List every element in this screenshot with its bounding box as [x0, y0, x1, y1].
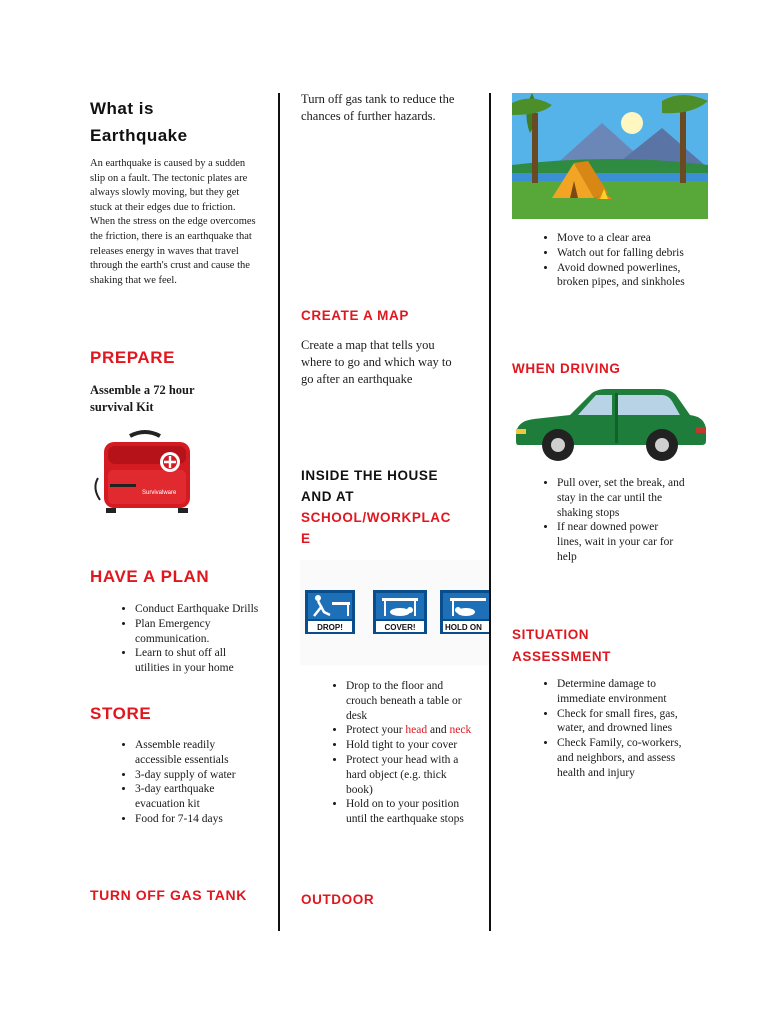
list-item: • Move to a clear area [557, 231, 685, 246]
cover-label: COVER! [384, 623, 416, 632]
list-item: • Conduct Earthquake Drills [135, 602, 263, 617]
list-item: • Pull over, set the break, and stay in the car until the shaking stops [557, 476, 685, 520]
list-item: • Check for small fires, gas, water, and drowned lines [557, 707, 685, 737]
car-image [512, 385, 708, 467]
list-item: • Assemble readily accessible essentials [135, 738, 263, 768]
list-item: • Protect your head and neck [346, 723, 472, 738]
camping-scene-image [512, 93, 708, 219]
gas-tank-text: Turn off gas tank to reduce the chances of further hazards. [301, 92, 455, 123]
list-item: • Drop to the floor and crouch beneath a table or desk [346, 679, 472, 723]
list-item: • 3-day supply of water [135, 768, 263, 783]
create-map-text: Create a map that tells you where to go and which way to go after an earthquake [301, 338, 452, 386]
outdoor-list [535, 231, 685, 290]
when-driving-heading: WHEN DRIVING [512, 361, 621, 376]
list-item: • Check Family, co-workers, and neighbors, and assess health and injury [557, 736, 685, 780]
drop-cover-hold-graphic [300, 560, 489, 665]
list-item: • Learn to shut off all utilities in your home [135, 646, 263, 676]
have-a-plan-heading: HAVE A PLAN [90, 567, 210, 586]
situation-assessment-heading: SITUATION ASSESSMENT [512, 627, 612, 664]
inside-house-heading: INSIDE THE HOUSE AND AT SCHOOL/WORKPLAC E [301, 468, 451, 546]
prepare-heading: PREPARE [90, 348, 176, 367]
list-item: • If near downed power lines, wait in your car for help [557, 520, 685, 564]
list-item: • Food for 7-14 days [135, 812, 263, 827]
list-item: • Watch out for falling debris [557, 246, 685, 261]
intro-paragraph: An earthquake is caused by a sudden slip on a fault. The tectonic plates are always slowly moving, but they get stuck at their edges due to friction. When the stress on the edge overcomes the friction, there is an earthquake that releases energy in waves that travel through the earth's crust and cause the shaking that we feel. [90, 158, 256, 286]
outdoor-heading: OUTDOOR [301, 892, 375, 907]
store-list [113, 738, 263, 827]
create-map-heading: CREATE A MAP [301, 308, 409, 323]
svg-text:Survivalware: Survivalware [142, 490, 177, 496]
situation-list [535, 677, 685, 781]
list-item: • Plan Emergency communication. [135, 617, 263, 647]
driving-list [535, 476, 685, 565]
list-item: • Determine damage to immediate environment [557, 677, 685, 707]
list-item: • Avoid downed powerlines, broken pipes, and sinkholes [557, 261, 685, 291]
list-item: • Hold on to your position until the earthquake stops [346, 797, 472, 827]
list-item: • 3-day earthquake evacuation kit [135, 782, 263, 812]
turn-off-gas-heading: TURN OFF GAS TANK [90, 887, 247, 903]
list-item: • Hold tight to your cover [346, 738, 472, 753]
column-divider-right [489, 93, 491, 931]
list-item: • Protect your head with a hard object (e.g. thick book) [346, 753, 472, 797]
drop-label: DROP! [317, 623, 343, 632]
store-heading: STORE [90, 704, 152, 723]
hold-on-label: HOLD ON [445, 623, 482, 632]
plan-list [113, 602, 263, 676]
survival-kit-image [90, 428, 200, 520]
page-title: What is Earthquake [90, 99, 188, 145]
prepare-subheading: Assemble a 72 hour survival Kit [90, 383, 195, 414]
column-divider-left [278, 93, 280, 931]
house-list [324, 679, 472, 827]
